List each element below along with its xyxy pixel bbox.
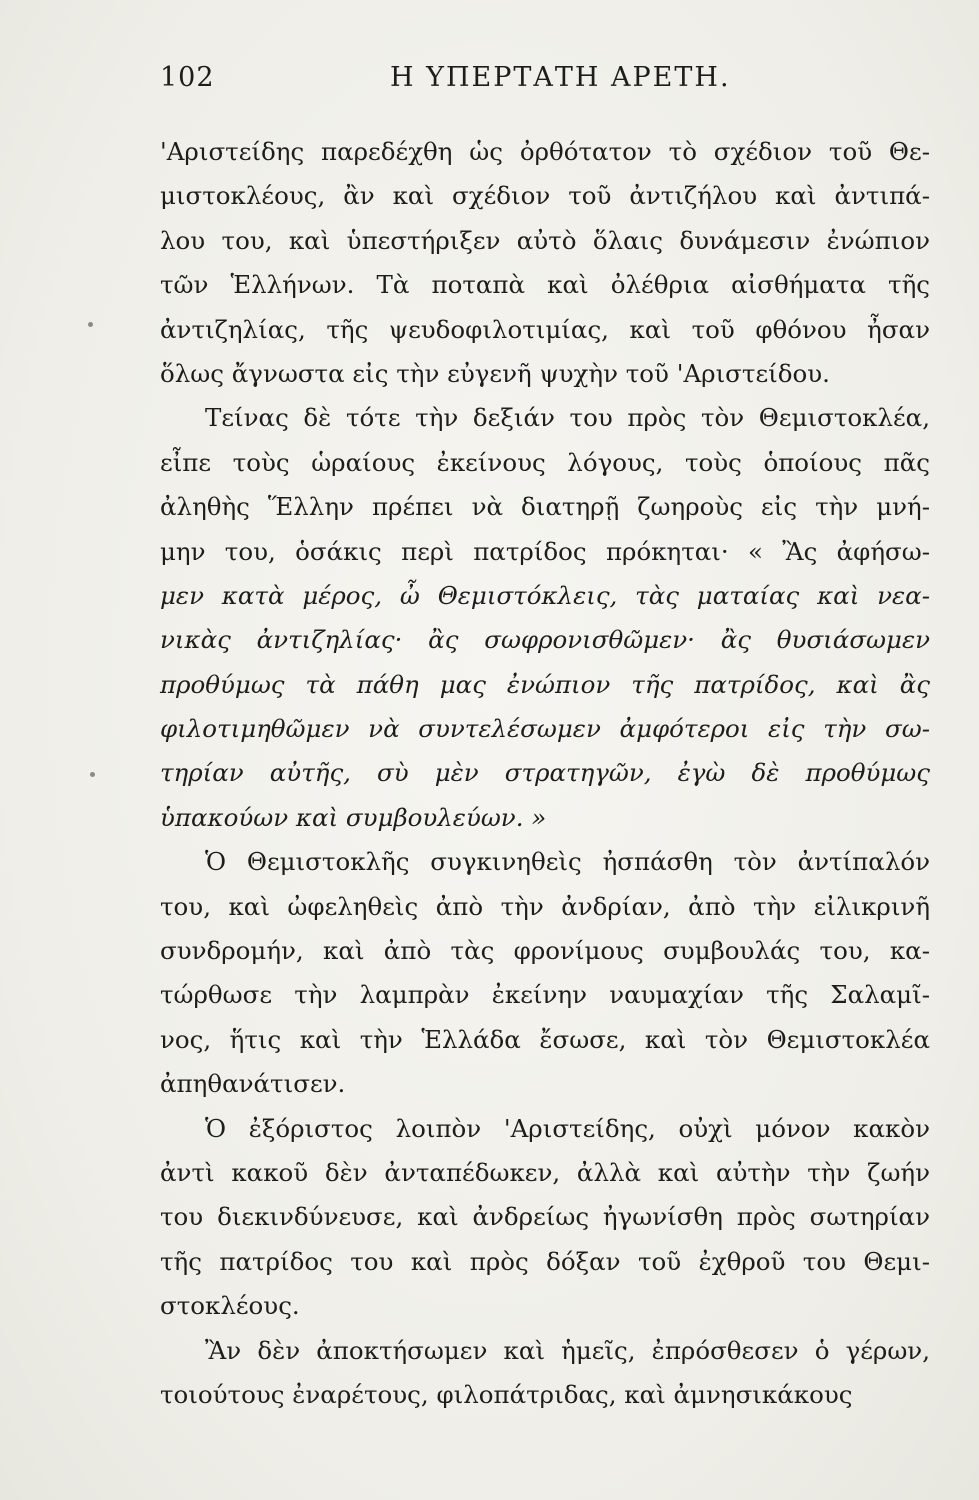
text-line: ὅλως ἄγνωστα εἰς τὴν εὐγενῆ ψυχὴν τοῦ 'Αριστείδου. [160, 358, 830, 388]
quote-line: ὑπακούων καὶ συμβουλεύων. » [160, 802, 547, 832]
text-line: τῆς πατρίδος του καὶ πρὸς δόξαν τοῦ ἐχθροῦ του Θεμι- [160, 1246, 930, 1276]
text-line: τώρθωσε τὴν λαμπρὰν ἐκείνην ναυμαχίαν τῆς Σαλαμῖ- [160, 980, 930, 1010]
text-line: 'Αριστείδης παρεδέχθη ὡς ὀρθότατον τὸ σχέδιον τοῦ Θε- [160, 137, 930, 166]
text-line: ἀπηθανάτισεν. [160, 1069, 346, 1099]
text-line: στοκλέους. [160, 1291, 300, 1321]
text-line: του, καὶ ὠφεληθεὶς ἀπὸ τὴν ἀνδρίαν, ἀπὸ τὴν εἰλικρινῆ [160, 891, 930, 921]
text-line: Ὁ Θεμιστοκλῆς συγκινηθεὶς ἠσπάσθη τὸν ἀντίπαλόν [205, 847, 930, 877]
paper-speck [90, 772, 95, 777]
quote-line: μεν κατὰ μέρος, ὦ Θεμιστόκλεις, τὰς ματαίας καὶ νεα- [160, 580, 930, 610]
quote-line: τηρίαν αὐτῆς, σὺ μὲν στρατηγῶν, ἐγὼ δὲ προθύμως [160, 758, 930, 788]
running-title: Η ΥΠΕΡΤΑΤΗ ΑΡΕΤΗ. [390, 62, 731, 93]
text-line: λου του, καὶ ὑπεστήριξεν αὐτὸ ὅλαις δυνάμεσιν ἐνώπιον [160, 225, 930, 255]
quote-line: προθύμως τὰ πάθη μας ἐνώπιον τῆς πατρίδος, καὶ ἂς [160, 669, 930, 699]
text-line: ἀντὶ κακοῦ δὲν ἀνταπέδωκεν, ἀλλὰ καὶ αὐτὴν τὴν ζωήν [160, 1157, 930, 1187]
text-line: εἶπε τοὺς ὡραίους ἐκείνους λόγους, τοὺς ὁποίους πᾶς [160, 447, 930, 477]
body-text [160, 130, 930, 1417]
text-line: μιστοκλέους, ἂν καὶ σχέδιον τοῦ ἀντιζήλου καὶ ἀντιπά- [160, 181, 930, 211]
quote-line: νικὰς ἀντιζηλίας· ἂς σωφρονισθῶμεν· ἂς θυσιάσωμεν [160, 625, 930, 655]
text-line: Τείνας δὲ τότε τὴν δεξιάν του πρὸς τὸν Θεμιστοκλέα, [205, 403, 930, 433]
text-line: Ἂν δὲν ἀποκτήσωμεν καὶ ἡμεῖς, ἐπρόσθεσεν ὁ γέρων, [205, 1335, 930, 1365]
text-line: Ὁ ἐξόριστος λοιπὸν 'Αριστείδης, οὐχὶ μόνον κακὸν [205, 1113, 930, 1143]
text-line: του διεκινδύνευσε, καὶ ἀνδρείως ἠγωνίσθη πρὸς σωτηρίαν [160, 1202, 930, 1232]
text-line: τοιούτους ἐναρέτους, φιλοπάτριδας, καὶ ἀμνησικάκους [160, 1379, 853, 1409]
quote-line: φιλοτιμηθῶμεν νὰ συντελέσωμεν ἀμφότεροι εἰς τὴν σω- [160, 714, 930, 744]
text-line: ἀντιζηλίας, τῆς ψευδοφιλοτιμίας, καὶ τοῦ φθόνου ἦσαν [160, 314, 930, 344]
text-line: νος, ἥτις καὶ τὴν Ἑλλάδα ἔσωσε, καὶ τὸν Θεμιστοκλέα [160, 1024, 930, 1054]
text-line: μην του, ὁσάκις περὶ πατρίδος πρόκηται· « Ἂς ἀφήσω- [160, 536, 930, 566]
paper-speck [88, 322, 93, 327]
text-line: ἀληθὴς Ἕλλην πρέπει νὰ διατηρῇ ζωηροὺς εἰς τὴν μνή- [160, 492, 930, 522]
running-head [160, 62, 930, 102]
page-number: 102 [160, 62, 215, 93]
text-line: τῶν Ἑλλήνων. Τὰ ποταπὰ καὶ ὀλέθρια αἰσθήματα τῆς [160, 270, 930, 300]
text-line: συνδρομήν, καὶ ἀπὸ τὰς φρονίμους συμβουλάς του, κα- [160, 936, 930, 966]
